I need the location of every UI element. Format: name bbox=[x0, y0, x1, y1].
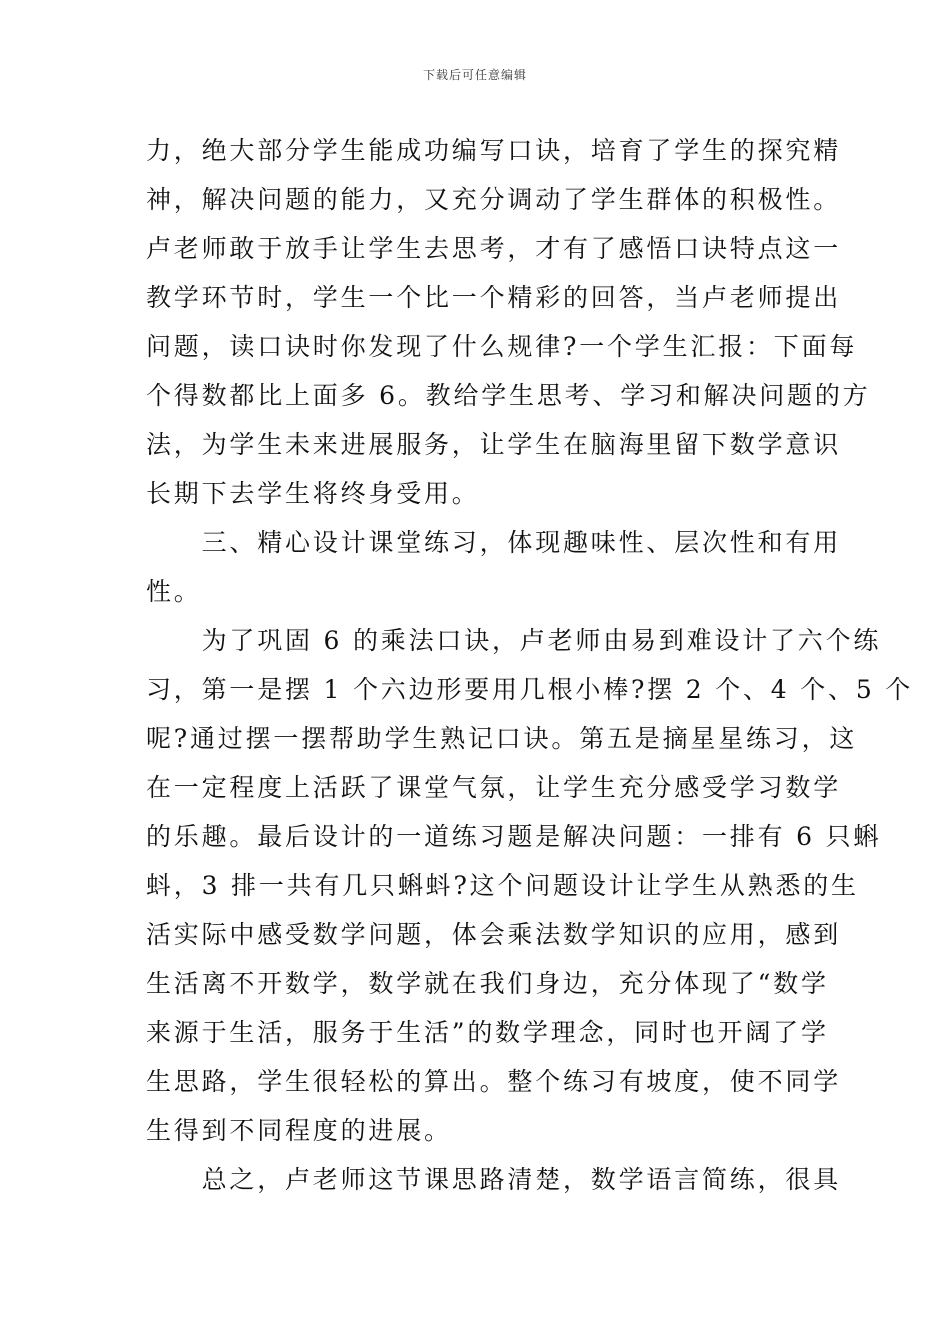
section-heading-line: 性。 bbox=[146, 577, 202, 606]
text-line: 个得数都比上面多 6。教给学生思考、学习和解决问题的方 bbox=[146, 381, 871, 410]
text-line: 力，绝大部分学生能成功编写口诀，培育了学生的探究精 bbox=[146, 136, 842, 165]
section-heading-line: 三、精心设计课堂练习，体现趣味性、层次性和有用 bbox=[146, 528, 842, 557]
text-line: 生活离不开数学，数学就在我们身边，充分体现了“数学 bbox=[146, 969, 829, 998]
text-line: 生得到不同程度的进展。 bbox=[146, 1116, 452, 1145]
text-line: 总之，卢老师这节课思路清楚，数学语言简练，很具 bbox=[146, 1165, 842, 1194]
text-line: 的乐趣。最后设计的一道练习题是解决问题：一排有 6 只蝌 bbox=[146, 822, 882, 851]
document-body bbox=[146, 126, 914, 1204]
text-line: 在一定程度上活跃了课堂气氛，让学生充分感受学习数学 bbox=[146, 773, 842, 802]
text-line: 法，为学生未来进展服务，让学生在脑海里留下数学意识 bbox=[146, 430, 842, 459]
text-line: 为了巩固 6 的乘法口诀，卢老师由易到难设计了六个练 bbox=[146, 626, 882, 655]
text-line: 教学环节时，学生一个比一个精彩的回答，当卢老师提出 bbox=[146, 283, 842, 312]
text-line: 习，第一是摆 1 个六边形要用几根小棒?摆 2 个、4 个、5 个 bbox=[146, 675, 914, 704]
text-line: 活实际中感受数学问题，体会乘法数学知识的应用，感到 bbox=[146, 920, 842, 949]
text-line: 长期下去学生将终身受用。 bbox=[146, 479, 480, 508]
text-line: 神，解决问题的能力，又充分调动了学生群体的积极性。 bbox=[146, 185, 842, 214]
page-header-note: 下载后可任意编辑 bbox=[422, 68, 527, 82]
text-line: 呢?通过摆一摆帮助学生熟记口诀。第五是摘星星练习，这 bbox=[146, 724, 858, 753]
text-line: 卢老师敢于放手让学生去思考，才有了感悟口诀特点这一 bbox=[146, 234, 842, 263]
text-line: 问题，读口诀时你发现了什么规律?一个学生汇报：下面每 bbox=[146, 332, 858, 361]
text-line: 生思路，学生很轻松的算出。整个练习有坡度，使不同学 bbox=[146, 1067, 842, 1096]
text-line: 来源于生活，服务于生活”的数学理念，同时也开阔了学 bbox=[146, 1018, 829, 1047]
text-line: 蚪，3 排一共有几只蝌蚪?这个问题设计让学生从熟悉的生 bbox=[146, 871, 859, 900]
